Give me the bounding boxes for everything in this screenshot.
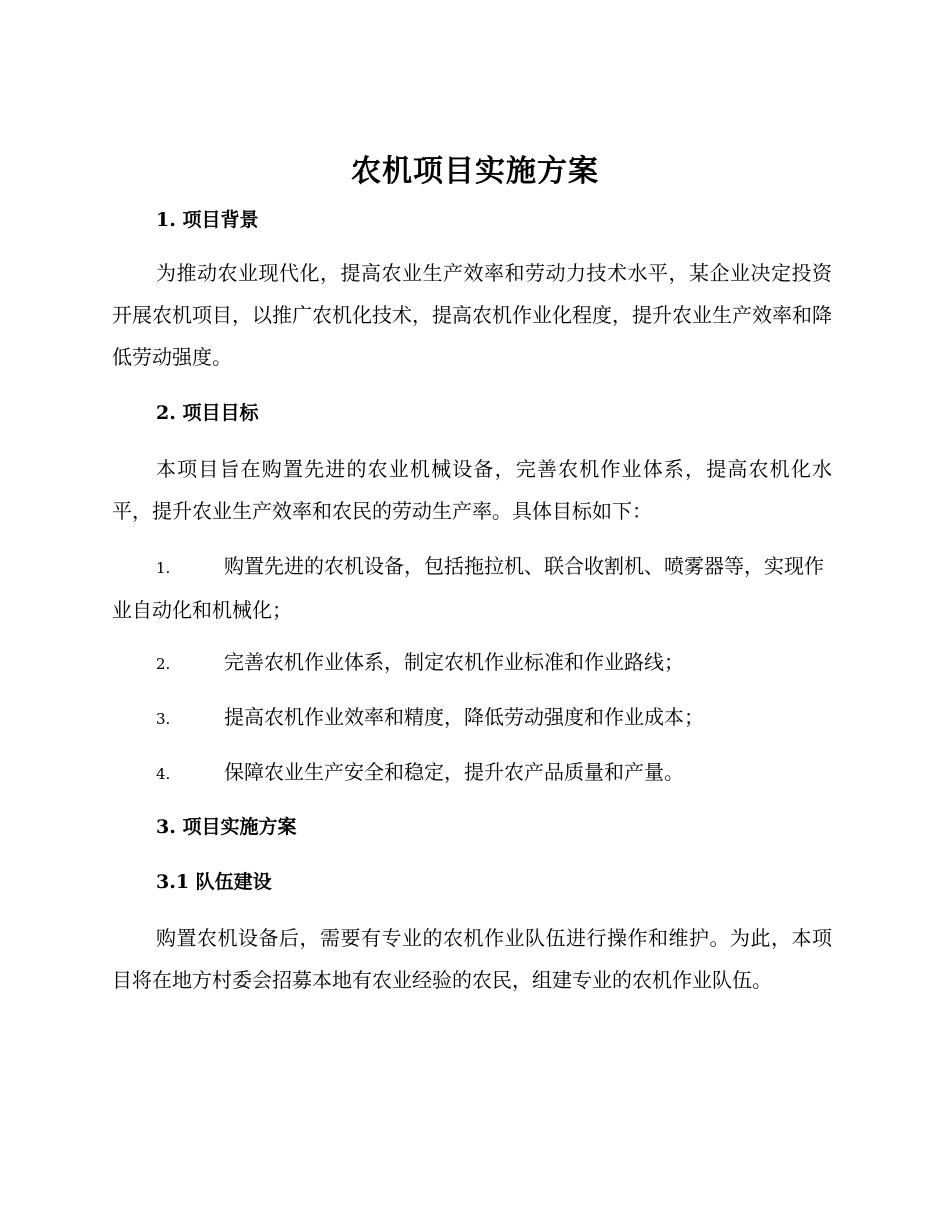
subsection-heading-team: 3.1 队伍建设 xyxy=(156,871,272,893)
list-item-number: 3. xyxy=(156,710,171,728)
list-item-text: 购置先进的农机设备，包括拖拉机、联合收割机、喷雾器等，实现作业自动化和机械化； xyxy=(112,554,824,622)
paragraph-background: 为推动农业现代化，提高农业生产效率和劳动力技术水平，某企业决定投资开展农机项目，以推广农机化技术，提高农机作业化程度，提升农业生产效率和降低劳动强度。 xyxy=(112,261,832,369)
list-item xyxy=(112,751,832,795)
list-item xyxy=(112,696,832,740)
list-item xyxy=(112,641,832,685)
paragraph-team: 购置农机设备后，需要有专业的农机作业队伍进行操作和维护。为此，本项目将在地方村委会招募本地有农业经验的农民，组建专业的农机作业队伍。 xyxy=(112,926,832,992)
list-item xyxy=(112,545,832,631)
list-item-number: 4. xyxy=(156,765,171,783)
section-heading-background: 1. 项目背景 xyxy=(156,209,259,231)
section-heading-implementation: 3. 项目实施方案 xyxy=(156,816,297,838)
list-item-number: 2. xyxy=(156,655,171,673)
list-item-number: 1. xyxy=(156,559,171,577)
section-heading-goals: 2. 项目目标 xyxy=(156,402,259,424)
list-item-text: 保障农业生产安全和稳定，提升农产品质量和产量。 xyxy=(224,760,684,784)
list-item-text: 提高农机作业效率和精度，降低劳动强度和作业成本； xyxy=(224,705,704,729)
paragraph-goals: 本项目旨在购置先进的农业机械设备，完善农机作业体系，提高农机化水平，提升农业生产效率和农民的劳动生产率。具体目标如下： xyxy=(112,457,832,523)
list-item-text: 完善农机作业体系，制定农机作业标准和作业路线； xyxy=(224,650,684,674)
document-title: 农机项目实施方案 xyxy=(351,154,599,189)
